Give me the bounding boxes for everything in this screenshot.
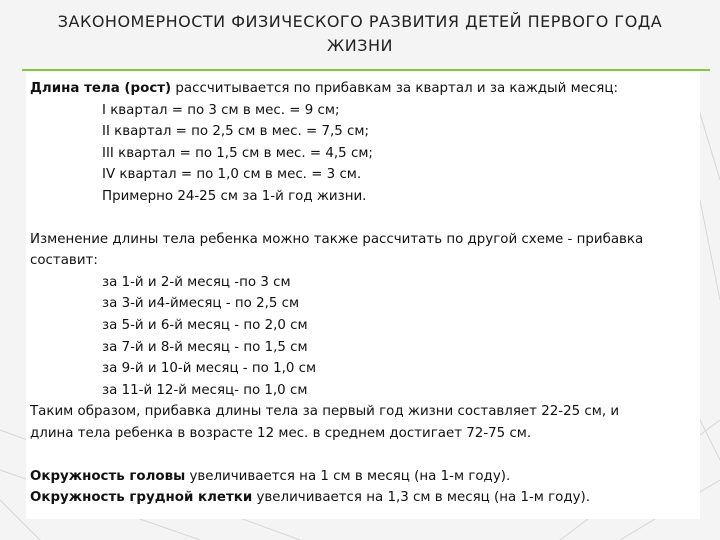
yearly-total: Примерно 24-25 см за 1-й год жизни.: [102, 188, 367, 204]
content-box: [26, 72, 700, 519]
month-item: за 9-й и 10-й месяц - по 1,0 см: [102, 361, 317, 377]
month-item: за 1-й и 2-й месяц -по 3 см: [102, 274, 291, 290]
quarter-item: IV квартал = по 1,0 см в мес. = 3 см.: [102, 167, 362, 183]
title-line-1: ЗАКОНОМЕРНОСТИ ФИЗИЧЕСКОГО РАЗВИТИЯ ДЕТЕЙ ПЕРВОГО ГОДА: [57, 12, 663, 31]
conclusion-line-2: длина тела ребенка в возрасте 12 мес. в среднем достигает 72-75 см.: [30, 425, 532, 441]
quarter-item: III квартал = по 1,5 см в мес. = 4,5 см;: [102, 145, 373, 161]
quarter-item: II квартал = по 2,5 см в мес. = 7,5 см;: [102, 124, 369, 140]
month-item: за 5-й и 6-й месяц - по 2,0 см: [102, 317, 308, 333]
chest-circumference: Окружность грудной клетки увеличивается на 1,3 см в месяц (на 1-м году).: [30, 490, 591, 506]
head-circumference: Окружность головы увеличивается на 1 см в месяц (на 1-м году).: [30, 468, 511, 484]
quarter-item: I квартал = по 3 см в мес. = 9 см;: [102, 102, 340, 118]
slide-title: [40, 10, 680, 58]
head-circumference-label: Окружность головы: [30, 468, 186, 484]
month-item: за 7-й и 8-й месяц - по 1,5 см: [102, 339, 308, 355]
month-item: за 3-й и4-ймесяц - по 2,5 см: [102, 296, 300, 312]
section2-lead-line-2: составит:: [30, 253, 98, 269]
section2-lead-line-1: Изменение длины тела ребенка можно также рассчитать по другой схеме - прибавка: [30, 231, 644, 247]
title-separator: [22, 69, 710, 71]
section1-lead: Длина тела (рост) рассчитывается по прибавкам за квартал и за каждый месяц:: [30, 81, 618, 96]
chest-circumference-label: Окружность грудной клетки: [30, 490, 253, 506]
body-length-label: Длина тела (рост): [30, 81, 172, 96]
conclusion-line-1: Таким образом, прибавка длины тела за первый год жизни составляет 22-25 см, и: [30, 404, 620, 420]
title-line-2: ЖИЗНИ: [327, 36, 393, 55]
month-item: за 11-й 12-й месяц- по 1,0 см: [102, 382, 308, 398]
